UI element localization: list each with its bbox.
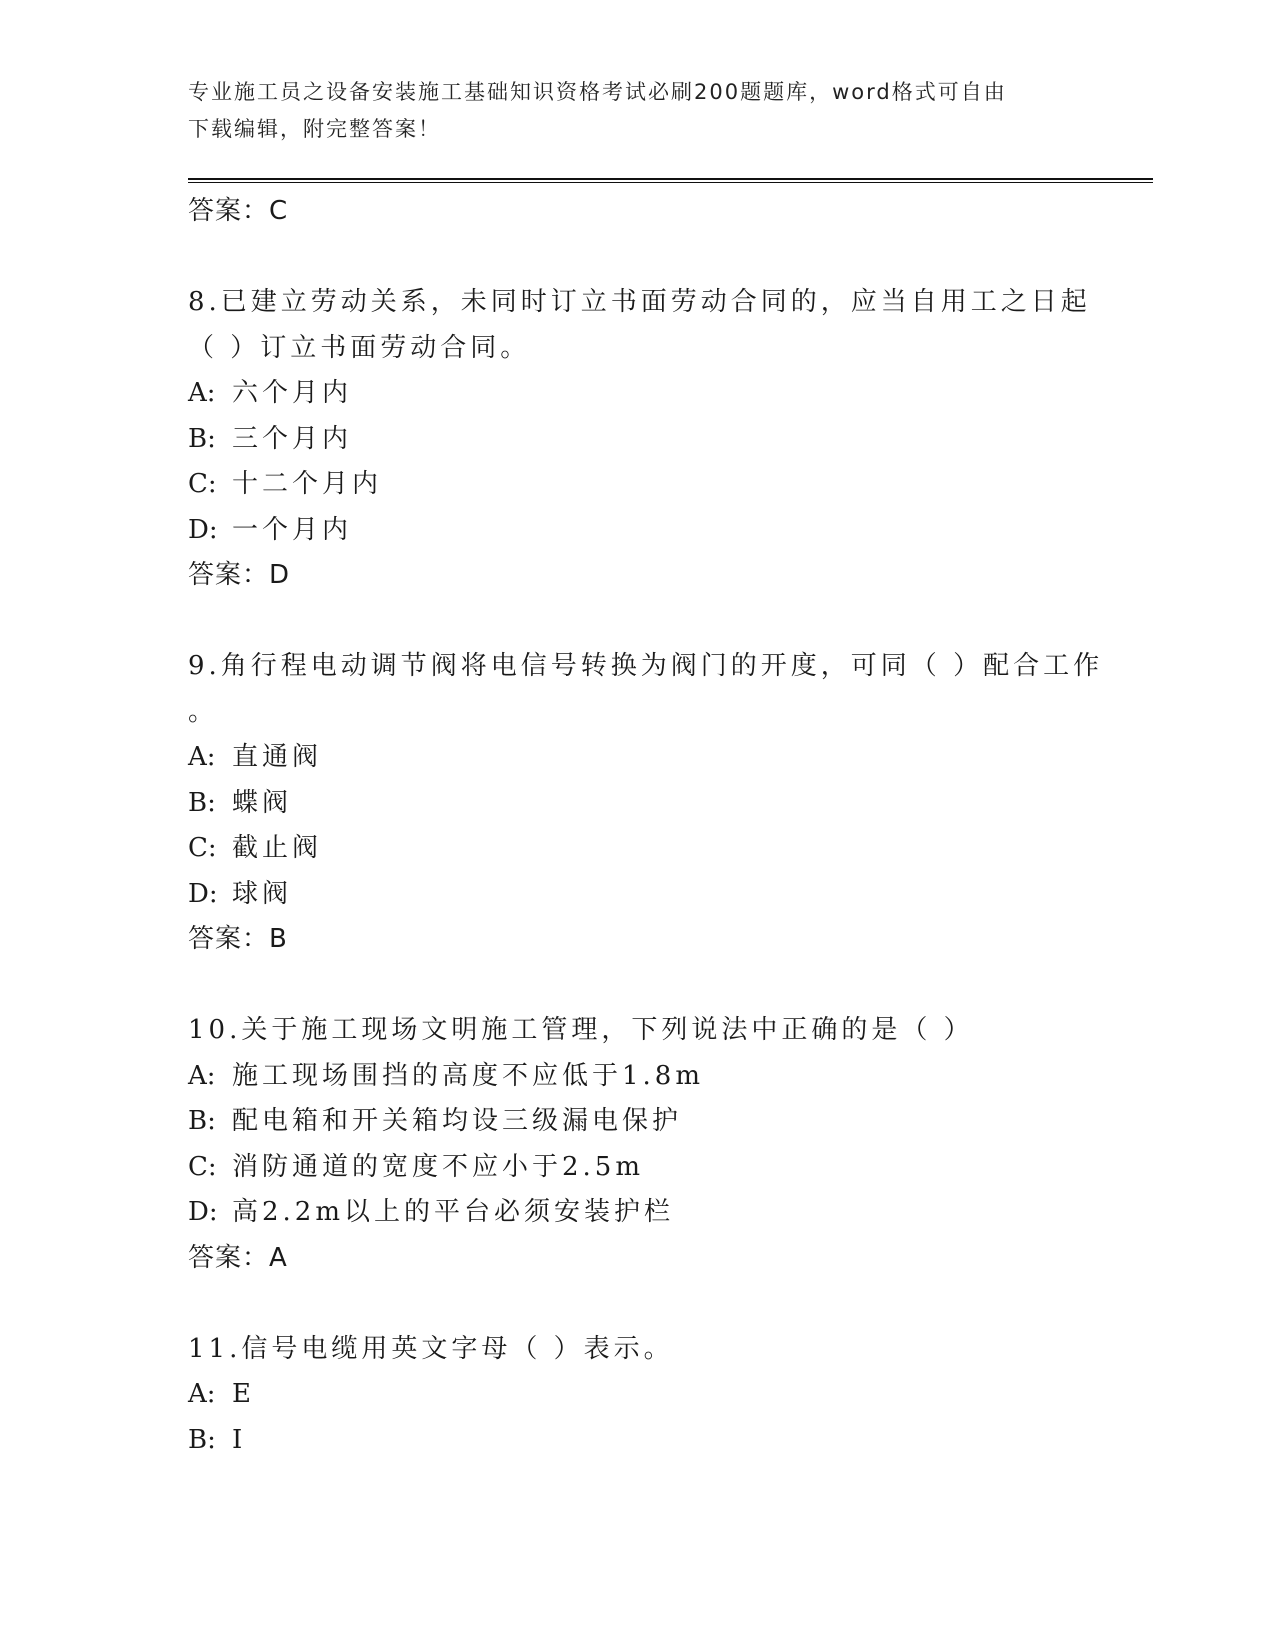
option-text: 蝶阀	[232, 787, 293, 818]
option-item	[188, 371, 1088, 417]
option-item	[188, 1418, 1088, 1464]
question-text: 。	[188, 696, 219, 727]
option-item	[188, 1054, 1088, 1100]
option-key: D:	[188, 514, 218, 545]
header-line-1: 专业施工员之设备安装施工基础知识资格考试必刷200题题库，word格式可自由	[188, 80, 1007, 104]
option-key: C:	[188, 833, 217, 863]
option-item	[188, 1190, 1088, 1236]
option-key: B:	[188, 1424, 216, 1455]
question-block	[188, 280, 1091, 599]
option-text: I	[232, 1424, 247, 1455]
option-item	[188, 781, 1088, 827]
question-text: 10.关于施工现场文明施工管理，下列说法中正确的是（ ）	[188, 1015, 974, 1045]
option-text: 高2.2m以上的平台必须安装护栏	[232, 1197, 675, 1227]
option-item	[188, 1372, 1088, 1418]
option-key: B:	[188, 1106, 216, 1136]
option-text: 截止阀	[232, 833, 323, 863]
option-item	[188, 872, 1088, 918]
option-text: 施工现场围挡的高度不应低于1.8m	[232, 1060, 705, 1091]
option-text: 直通阀	[232, 742, 323, 772]
option-text: 一个月内	[232, 514, 353, 545]
option-key: C:	[188, 469, 217, 499]
header-divider	[188, 178, 1153, 183]
option-item	[188, 1099, 1088, 1145]
question-text: 11.信号电缆用英文字母（ ）表示。	[188, 1333, 674, 1364]
option-text: 球阀	[232, 878, 293, 909]
answer-line: 答案：C	[188, 196, 289, 226]
option-key: C:	[188, 1151, 217, 1182]
option-item	[188, 417, 1088, 463]
option-item	[188, 462, 1088, 508]
option-text: 配电箱和开关箱均设三级漏电保护	[232, 1106, 683, 1136]
option-item	[188, 826, 1088, 872]
option-text: E	[232, 1379, 255, 1409]
header-line-2: 下载编辑，附完整答案！	[188, 117, 441, 141]
option-key: B:	[188, 423, 216, 454]
question-block	[188, 644, 1104, 963]
option-text: 十二个月内	[232, 469, 383, 499]
option-key: A:	[188, 1379, 216, 1409]
answer-line: 答案：A	[188, 1242, 288, 1273]
option-text: 六个月内	[232, 378, 353, 408]
option-item	[188, 1145, 1088, 1191]
document-header	[188, 74, 1068, 148]
option-key: A:	[188, 378, 216, 408]
option-key: B:	[188, 787, 216, 818]
option-text: 消防通道的宽度不应小于2.5m	[232, 1151, 645, 1182]
question-text: （ ）订立书面劳动合同。	[188, 332, 531, 363]
answer-line: 答案：B	[188, 924, 288, 954]
option-key: D:	[188, 878, 218, 909]
option-item	[188, 508, 1088, 554]
option-item	[188, 735, 1088, 781]
option-key: A:	[188, 742, 216, 772]
answer-line: 答案：D	[188, 560, 291, 590]
question-block	[188, 1008, 1088, 1281]
question-list	[188, 189, 1104, 1463]
option-key: A:	[188, 1060, 216, 1091]
option-key: D:	[188, 1197, 218, 1227]
option-text: 三个月内	[232, 423, 353, 454]
question-block	[188, 1327, 1088, 1464]
question-text: 9.角行程电动调节阀将电信号转换为阀门的开度，可同（ ）配合工作	[188, 651, 1104, 681]
question-text: 8.已建立劳动关系，未同时订立书面劳动合同的，应当自用工之日起	[188, 287, 1091, 317]
